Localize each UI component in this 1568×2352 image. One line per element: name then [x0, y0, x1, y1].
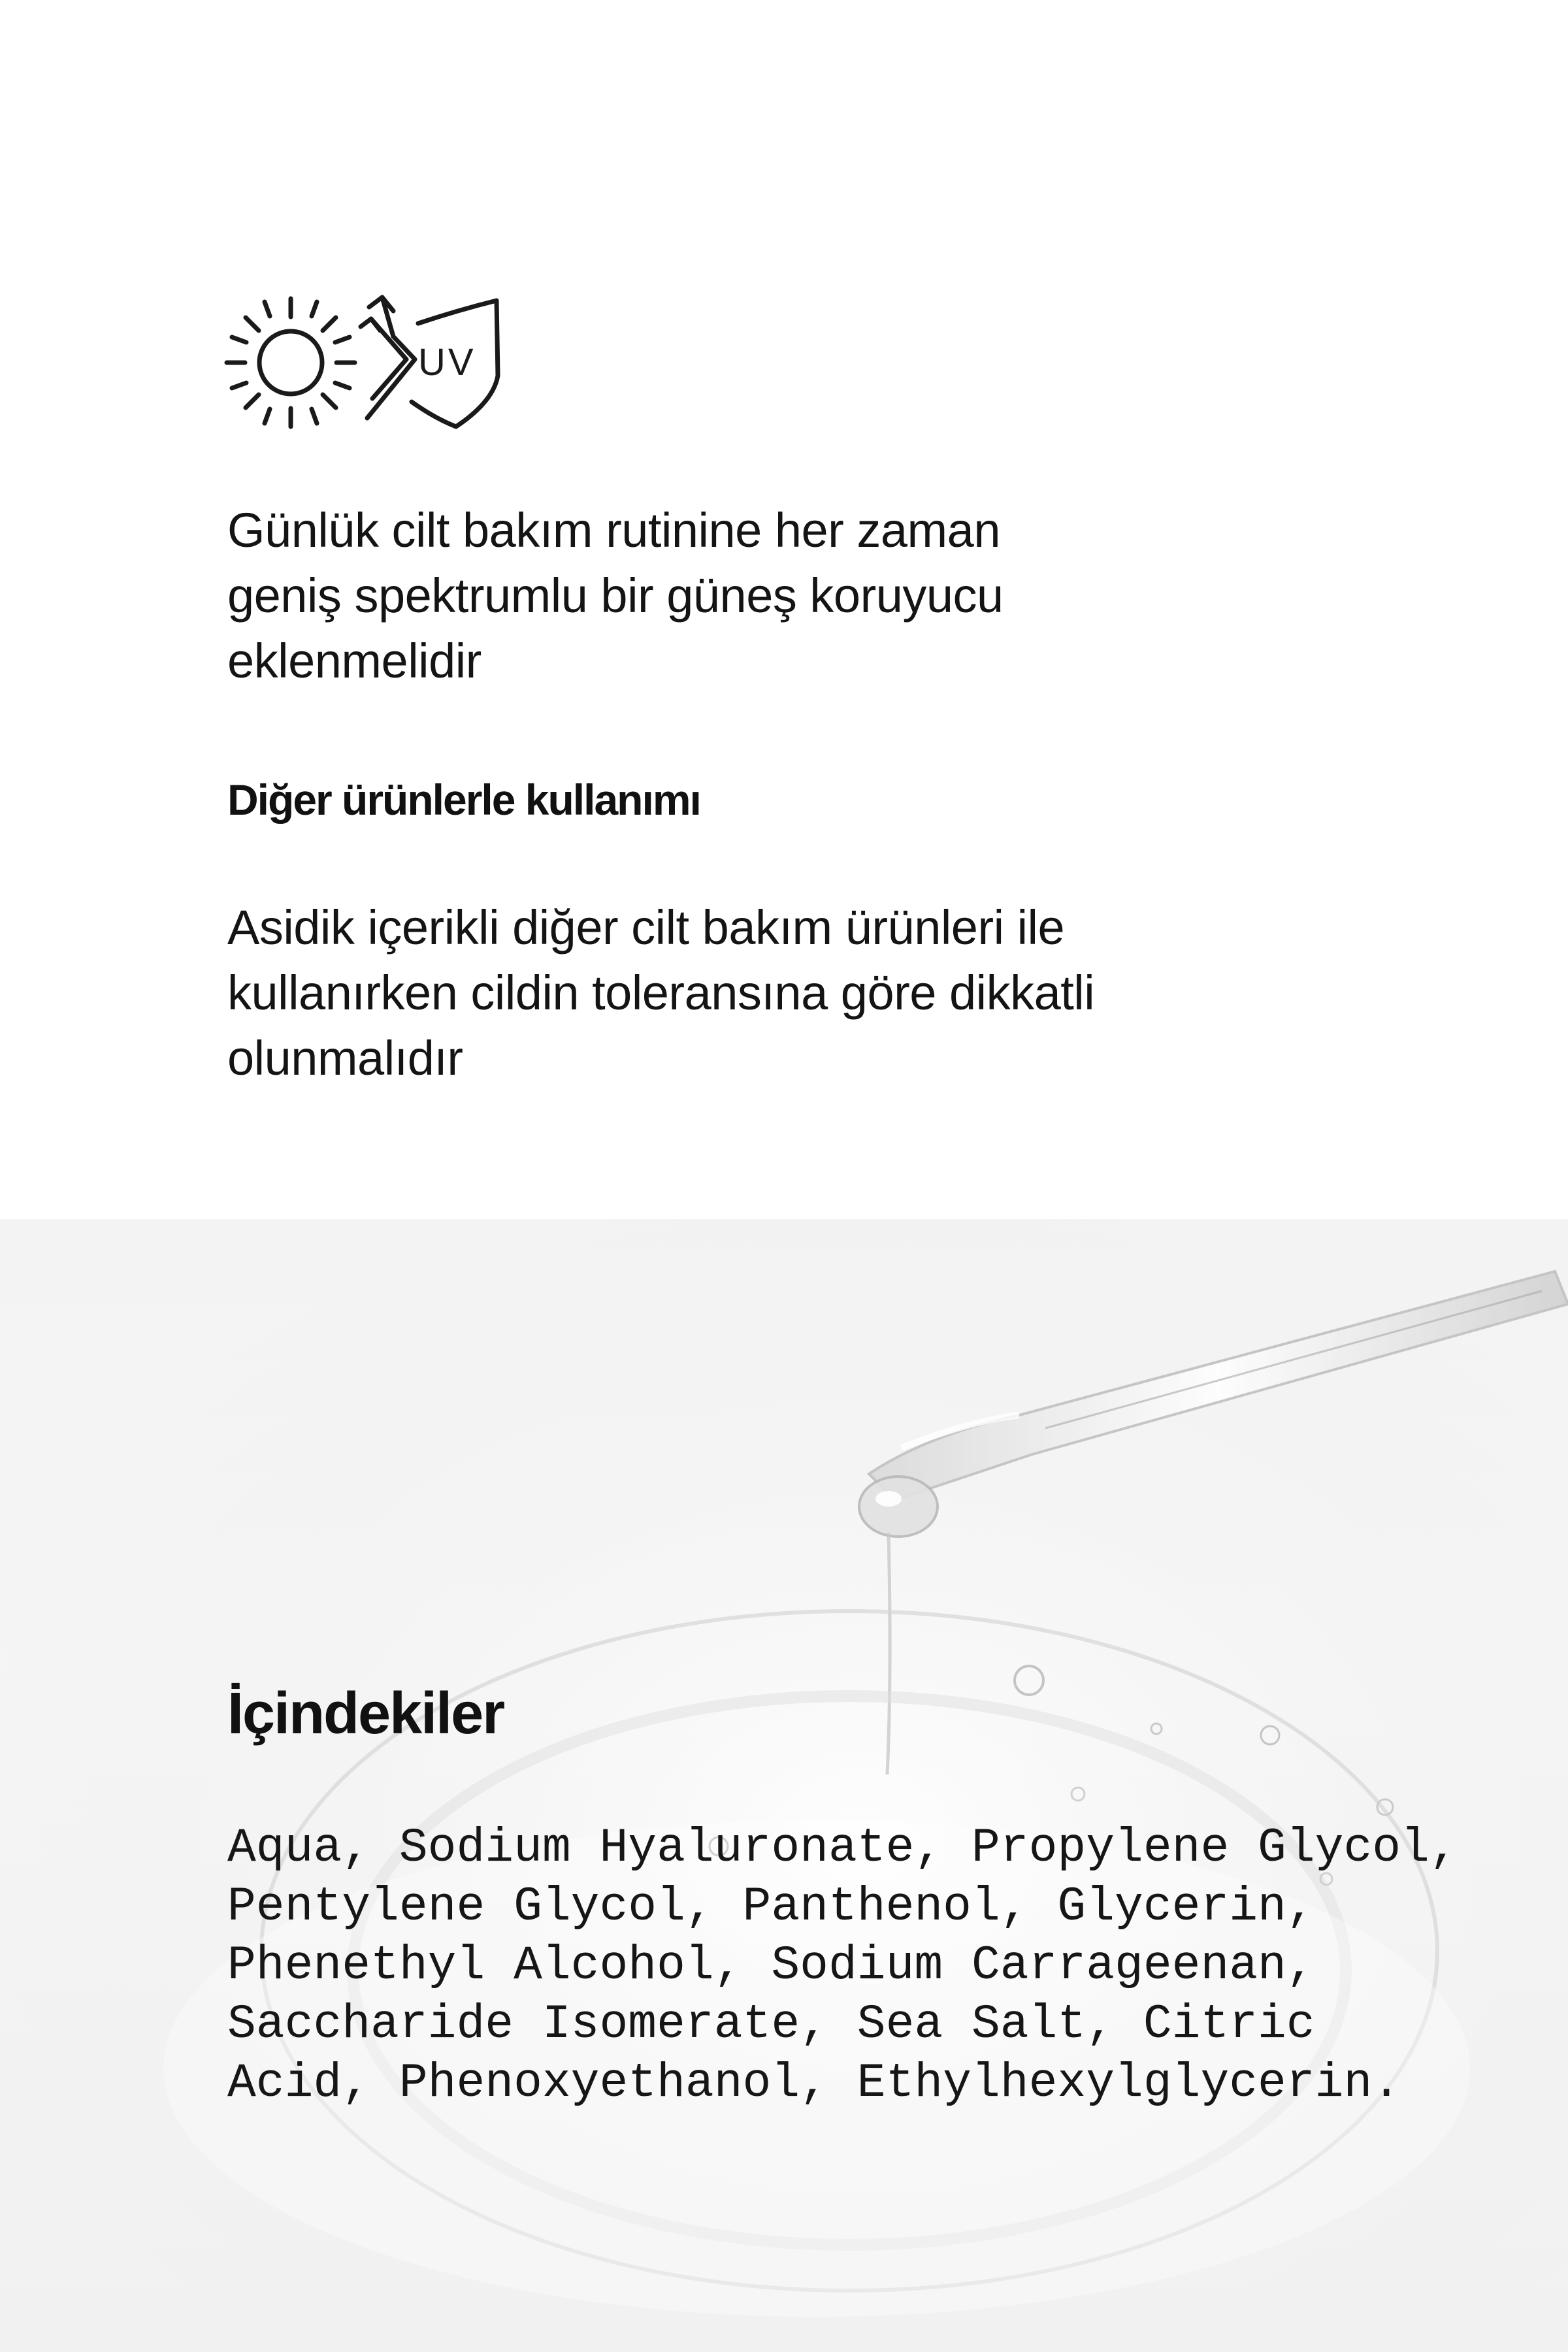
uv-label: UV [418, 341, 476, 384]
serum-dropper-background [0, 1219, 1568, 2352]
ingredients-section [0, 1219, 1568, 2352]
ingredients-heading: İçindekiler [227, 1681, 504, 1746]
other-products-advice: Asidik içerikli diğer cilt bakım ürünleri ile kullanırken cildin toleransına göre dikkatli olunmalıdır [227, 900, 1095, 1085]
sunscreen-advice: Günlük cilt bakım rutinine her zaman geniş spektrumlu bir güneş koruyucu eklenmelidir [227, 503, 1004, 688]
ingredients-list: Aqua, Sodium Hyaluronate, Propylene Glycol, Pentylene Glycol, Panthenol, Glycerin, Phenethyl Alcohol, Sodium Carrageenan, Saccharide Isomerate, Sea Salt, Citric Acid, Phenoxyethanol, Ethylhexylglycerin. [227, 1821, 1458, 2110]
other-products-heading: Diğer ürünlerle kullanımı [227, 776, 700, 824]
